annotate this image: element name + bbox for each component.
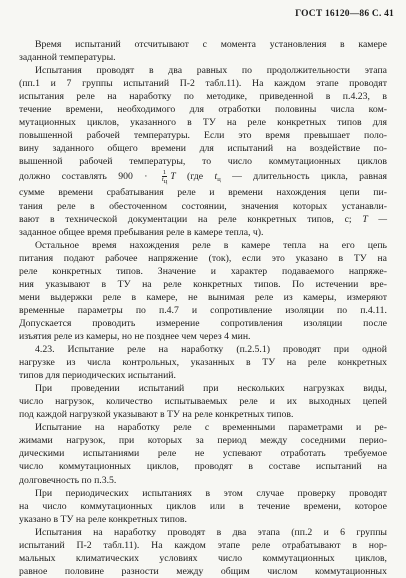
formula-var-sub: ц (217, 176, 221, 184)
text-line: вают в технической документации на реле конкретных типов, с; T — (19, 213, 387, 225)
text-line: число коммутационных циклов, проводят в составе испытаний на (19, 461, 387, 473)
paragraph-4-23 (19, 343, 387, 382)
text-line: дическими испытаниями реле не успевают отработать требуемое (19, 448, 387, 460)
text-line: изъятия реле из камеры, но не позднее чем через 4 мин. (19, 330, 251, 342)
formula-lead: должно составлять 900 · (19, 171, 148, 183)
formula-where: (где (187, 171, 204, 183)
text-line: (пп.1 и 7 группы испытаний П-2 табл.11). На каждом этапе проводят (19, 78, 387, 90)
paragraph-1 (19, 38, 387, 64)
text-line: мальных климатических условиях число коммутационных циклов, (19, 552, 387, 564)
document-body (19, 38, 387, 578)
text-line: реле конкретных типов. Значение и характер подаваемого напряже- (19, 265, 387, 277)
formula-tail: — длительность цикла, равная (232, 171, 388, 183)
fraction (161, 170, 168, 185)
text-line: заданной температуры. (19, 52, 116, 64)
text-line: При периодических испытаниях в этом случае проверку проводят (35, 487, 387, 499)
text-line: Время испытаний отсчитывают с момента установления в камере (35, 39, 387, 50)
paragraph-8 (19, 526, 387, 578)
fraction-denominator: tц (161, 175, 168, 185)
text-line: Испытания проводят в два равных по продолжительности этапа (35, 65, 387, 77)
text-line: мени выдержки реле в камере, не вынимая реле из камеры, измеряют (19, 291, 387, 303)
text-line: течение времени, необходимого для отработки половины числа ком- (19, 104, 387, 116)
text-line: питания подают рабочее напряжение (ток), если это указано в ТУ на (19, 252, 387, 264)
paragraph-5 (19, 382, 387, 421)
text-line: нагрузке из числа контрольных, указанных в ТУ на реле конкретных (19, 357, 387, 369)
text-line: равное половине разности между общим числом коммутационных (19, 565, 387, 577)
text-line: указано в ТУ на реле конкретных типов. (19, 513, 187, 525)
formula-var-t-total: T — (362, 213, 387, 225)
text-line: вину заданного общего времени для испытаний на воздействие по- (19, 143, 387, 155)
text-line: испытаний П-2 табл.11). На каждом этапе реле отрабатывают в нор- (19, 539, 387, 551)
text-line: число нагрузок, количество испытываемых реле и их выходных цепей (19, 396, 387, 408)
paragraph-2 (19, 64, 387, 239)
fraction-numerator: 1 (162, 168, 167, 176)
running-head: ГОСТ 16120—86 С. 41 (295, 9, 394, 19)
text-line: Испытание на наработку реле с временными параметрами и ре- (35, 422, 387, 434)
text-line: При проведении испытаний при нескольких нагрузках виды, (35, 383, 387, 395)
text-line: жимами нагрузок, при которых за период между соседними перио- (19, 435, 387, 447)
paragraph-6 (19, 421, 387, 486)
formula-var-t-cycle: t (214, 171, 218, 183)
text-line: мутационных циклов, указанного в ТУ на реле конкретных типов для (19, 117, 387, 129)
text-line: 4.23. Испытание реле на наработку (п.2.5.1) проводят при одной (35, 344, 387, 356)
text-line: тания реле в обесточенном состоянии, значения которых устанавли- (19, 200, 387, 212)
text-line: ния указывают в ТУ на реле конкретных типов. По истечении вре- (19, 278, 387, 290)
formula-line (19, 168, 387, 186)
text-line: на число коммутационных циклов или в течение времени, которое (19, 500, 387, 512)
text-line: повышенной рабочей температуры. Если это время превышает поло- (19, 130, 387, 142)
text-line: вышенной рабочей температуры, то число коммутационных циклов (19, 156, 387, 168)
text-line: под каждой нагрузкой указывают в ТУ на реле конкретных типов. (19, 409, 294, 421)
text-line: типов для периодических испытаний. (19, 370, 176, 382)
text-line: Испытания на наработку проводят в два этапа (пп.2 и 6 группы (35, 526, 387, 538)
text-line: Остальное время нахождения реле в камере тепла на его цепь (35, 239, 387, 251)
paragraph-3 (19, 239, 387, 343)
text-line: заданное общее время пребывания реле в камере тепла, ч). (19, 226, 264, 238)
text-line: Допускается проводить измерение сопротивления изоляции после (19, 317, 387, 329)
paragraph-7 (19, 487, 387, 526)
text-line: сумме времени срабатывания реле и времени нахождения цепи пи- (19, 187, 387, 199)
text-line: временные параметры по п.4.7 и сопротивление изоляции по п.4.11. (19, 304, 387, 316)
formula-var-t-total: T (170, 171, 176, 183)
text-line: испытания реле на наработку по методике, приведенной в п.4.23, в (19, 91, 387, 103)
text-line: долговечность по п.3.5. (19, 474, 117, 486)
